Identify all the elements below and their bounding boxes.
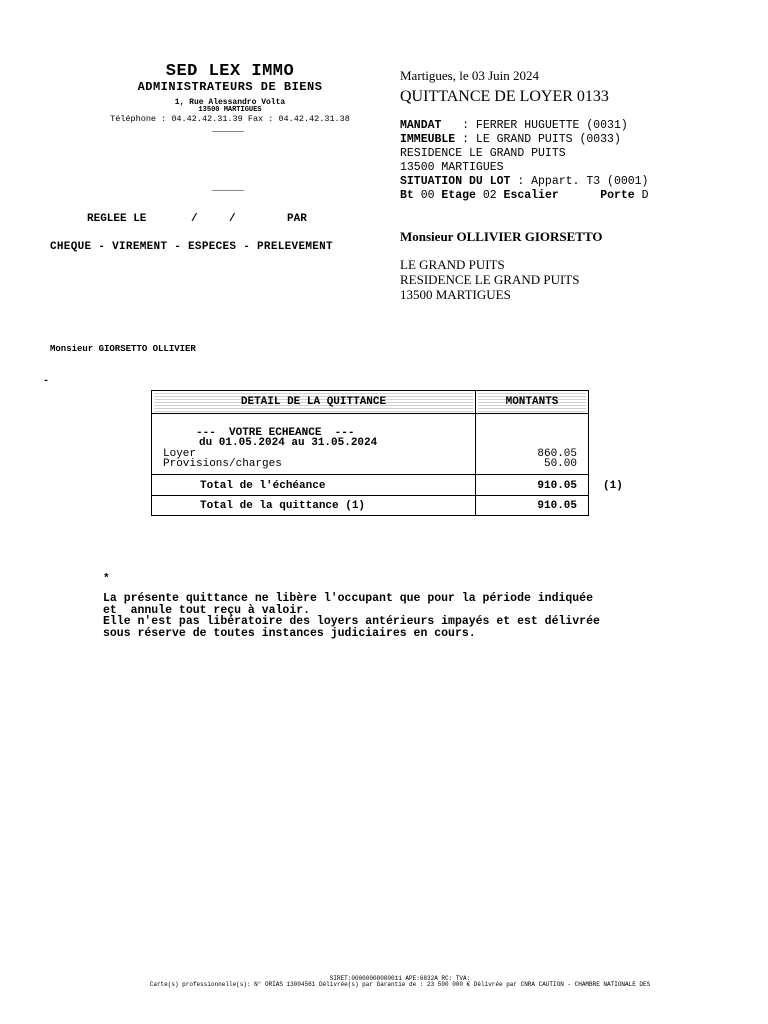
building-label: IMMEUBLE	[400, 133, 456, 146]
footer-siret: SIRET:00000000000011 APE:6832A RC: TVA:	[329, 975, 471, 982]
payment-methods: CHEQUE - VIREMENT - ESPECES - PRELEVEMENT	[50, 241, 333, 253]
mandate-label: MANDAT	[400, 119, 442, 132]
table-rule	[152, 413, 588, 414]
column-header-amount: MONTANTS	[478, 393, 586, 412]
property-address-line1: RESIDENCE LE GRAND PUITS	[400, 147, 566, 160]
agency-contact: Téléphone : 04.42.42.31.39 Fax : 04.42.42.31.38	[110, 114, 350, 124]
date-slash: /	[229, 213, 236, 225]
column-header-detail: DETAIL DE LA QUITTANCE	[154, 393, 473, 412]
table-rule	[152, 495, 588, 496]
divider	[212, 131, 244, 132]
mandate-line	[400, 119, 628, 133]
door-value: D	[634, 189, 649, 202]
footnote-star: *	[103, 573, 110, 585]
building-line	[400, 133, 621, 147]
receipt-total-label: Total de la quittance (1)	[200, 500, 366, 512]
due-total-amount: 910.05	[537, 480, 577, 492]
by-label: PAR	[287, 213, 307, 225]
due-period: du 01.05.2024 au 31.05.2024	[199, 437, 378, 449]
floor-label: Etage	[441, 189, 476, 202]
legal-line: sous réserve de toutes instances judiciaires en cours.	[103, 626, 476, 640]
row-amount-rent: 860.05	[537, 448, 577, 460]
agency-subtitle: ADMINISTRATEURS DE BIENS	[137, 80, 323, 94]
occupant-name: Monsieur GIORSETTO OLLIVIER	[50, 344, 196, 354]
legal-line: La présente quittance ne libère l'occupant que pour la période indiquée	[103, 592, 593, 605]
divider	[212, 190, 244, 191]
door-label: Porte	[600, 189, 635, 202]
bt-label: Bt	[400, 189, 414, 202]
lot-value: : Appart. T3 (0001)	[510, 175, 649, 188]
tenant-address-line: RESIDENCE LE GRAND PUITS	[400, 272, 580, 287]
table-rule	[152, 474, 588, 475]
due-heading: --- VOTRE ECHEANCE ---	[196, 427, 355, 439]
agency-address: 1, Rue Alessandro Volta	[174, 98, 286, 107]
stair-label: Escalier	[503, 189, 559, 202]
due-total-label: Total de l'échéance	[200, 480, 326, 492]
row-label-rent: Loyer	[163, 448, 197, 460]
legal-line: Elle n'est pas libératoire des loyers antérieurs impayés et est délivrée	[103, 615, 600, 628]
receipt-title: QUITTANCE DE LOYER 0133	[400, 88, 609, 105]
agency-city: 13500 MARTIGUES	[198, 106, 262, 114]
dash-mark: -	[43, 376, 50, 387]
mandate-value: : FERRER HUGUETTE (0031)	[441, 119, 628, 132]
note-marker: (1)	[603, 480, 623, 492]
legal-line: et annule tout reçu à valoir.	[103, 603, 311, 617]
date-line: Martigues, le 03 Juin 2024	[400, 68, 540, 83]
tenant-name: Monsieur OLLIVIER GIORSETTO	[400, 229, 603, 244]
tenant-address-line: LE GRAND PUITS	[400, 257, 505, 272]
bt-value: 00	[413, 189, 442, 202]
row-amount-charges: 50.00	[543, 458, 577, 470]
lot-line	[400, 175, 648, 189]
agency-name: SED LEX IMMO	[165, 62, 295, 81]
location-line	[400, 189, 649, 203]
building-value: : LE GRAND PUITS (0033)	[455, 133, 621, 146]
tenant-address-line: 13500 MARTIGUES	[400, 287, 511, 302]
legal-text	[103, 593, 600, 639]
date-slash: /	[191, 213, 198, 225]
paid-label: REGLEE LE	[87, 213, 147, 225]
table-column-divider	[475, 391, 476, 515]
receipt-total-amount: 910.05	[537, 500, 577, 512]
property-address-line2: 13500 MARTIGUES	[400, 161, 504, 174]
receipt-table	[151, 390, 589, 516]
row-label-charges: Provisions/charges	[163, 458, 282, 470]
footer-legal: Carte(s) professionnelle(s): N° ORIAS 13004561 Délivrée(s) par Garantie de : 23 500 000 € Délivrée par CNRA CAUTION - CHAMBRE NATIONALE DES	[149, 981, 651, 988]
lot-label: SITUATION DU LOT	[400, 175, 511, 188]
floor-value: 02	[475, 189, 504, 202]
